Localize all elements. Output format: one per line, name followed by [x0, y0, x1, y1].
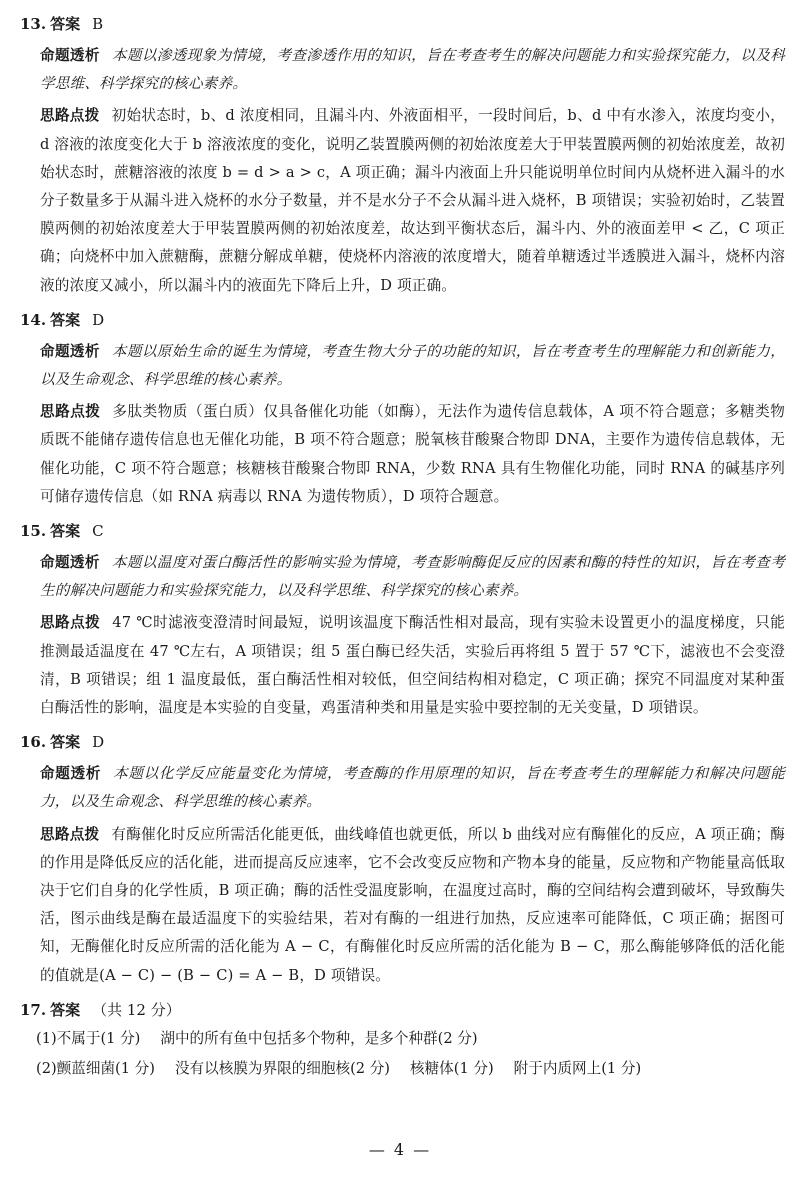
q16-analysis-label: 命题透析 — [40, 765, 102, 783]
q15-tips — [20, 609, 785, 722]
q17-line1-part: 湖中的所有鱼中包括多个物种，是多个种群(2 分) — [160, 1029, 478, 1047]
q13-analysis-text: 本题以渗透现象为情境，考查渗透作用的知识，旨在考查考生的解决问题能力和实验探究能力，以及科学思维、科学探究的核心素养。 — [40, 47, 785, 93]
q17-total: （共 12 分） — [92, 1000, 181, 1019]
answer-page — [20, 10, 785, 1084]
q14-answer-label: 答案 — [50, 310, 81, 329]
q14-tips-text: 多肽类物质（蛋白质）仅具备催化功能（如酶），无法作为遗传信息载体，A 项不符合题意；多糖类物质既不能储存遗传信息也无催化功能，B 项不符合题意；脱氧核苷酸聚合物即 DNA，主要作为遗传信息载体，无催化功能，C 项不符合题意；核糖核苷酸聚合物即 RNA，少数 RNA 具有生物催化功能，同时 RNA 的碱基序列可储存遗传信息（如 RNA 病毒以 RNA 为遗传物质），D 项符合题意。 — [40, 403, 785, 505]
q14-number: 14. — [20, 310, 47, 329]
q15-answer-label: 答案 — [50, 522, 81, 541]
q13-analysis-label: 命题透析 — [40, 47, 100, 64]
q17-line2-part: 没有以核膜为界限的细胞核(2 分) — [174, 1059, 390, 1077]
q17-header — [20, 996, 785, 1024]
q13-tips-label: 思路点拨 — [40, 107, 100, 125]
q17-number: 17. — [20, 1000, 47, 1019]
q15-header — [20, 517, 785, 545]
q13-number: 13. — [20, 15, 47, 33]
q13-header — [20, 10, 785, 38]
q15-tips-label: 思路点拨 — [40, 614, 101, 632]
q17-line-2 — [20, 1054, 785, 1084]
q14-answer: D — [92, 310, 105, 329]
q16-answer-label: 答案 — [50, 733, 81, 752]
q14-analysis — [20, 338, 785, 394]
q16-tips-label: 思路点拨 — [40, 825, 100, 843]
q17-line2-part: 附于内质网上(1 分) — [513, 1059, 642, 1077]
q13-answer-label: 答案 — [50, 15, 81, 33]
q15-analysis — [20, 549, 785, 605]
q16-answer: D — [92, 733, 105, 752]
q14-header — [20, 306, 785, 334]
q16-header — [20, 728, 785, 756]
q14-analysis-text: 本题以原始生命的诞生为情境，考查生物大分子的功能的知识，旨在考查考生的理解能力和创新能力，以及生命观念、科学思维的核心素养。 — [40, 342, 785, 389]
q13-tips — [20, 102, 785, 299]
q14-analysis-label: 命题透析 — [40, 342, 100, 360]
q17-line1-part: (1)不属于(1 分) — [36, 1029, 141, 1047]
q14-tips-label: 思路点拨 — [40, 403, 101, 421]
q17-line2-part: 核糖体(1 分) — [409, 1059, 494, 1077]
q16-tips-text: 有酶催化时反应所需活化能更低，曲线峰值也就更低，所以 b 曲线对应有酶催化的反应，A 项正确；酶的作用是降低反应的活化能，进而提高反应速率，它不会改变反应物和产物本身的能量，反应物和产物能量高低取决于它们自身的化学性质，B 项正确；酶的活性受温度影响，在温度过高时，酶的空间结构会遭到破坏，导致酶失活，图示曲线是酶在最适温度下的实验结果，若对有酶的一组进行加热，反应速率可能降低，C 项正确；据图可知，无酶催化时反应所需的活化能为 A − C，有酶催化时反应所需的活化能为 B − C，那么酶能够降低的活化能的值就是(A − C) − (B − C) = A − B，D 项错误。 — [40, 825, 785, 984]
q15-tips-text: 47 ℃时滤液变澄清时间最短，说明该温度下酶活性相对最高，现有实验未设置更小的温度梯度，只能推测最适温度在 47 ℃左右，A 项错误；组 5 蛋白酶已经失活，实验后再将组 5 置于 57 ℃下，滤液也不会变澄清，B 项错误；组 1 温度最低，蛋白酶活性相对较低，但空间结构相对稳定，C 项正确；探究不同温度对某种蛋白酶活性的影响，温度是本实验的自变量，鸡蛋清种类和用量是实验中要控制的无关变量，D 项错误。 — [40, 614, 785, 717]
q15-answer: C — [92, 522, 104, 541]
q15-analysis-text: 本题以温度对蛋白酶活性的影响实验为情境，考查影响酶促反应的因素和酶的特性的知识，旨在考查考生的解决问题能力和实验探究能力，以及科学思维、科学探究的核心素养。 — [40, 554, 785, 600]
q15-analysis-label: 命题透析 — [40, 554, 100, 572]
q14-tips — [20, 398, 785, 511]
q13-analysis — [20, 42, 785, 98]
q17-line2-part: (2)颤蓝细菌(1 分) — [36, 1059, 155, 1077]
q16-number: 16. — [20, 733, 47, 752]
q15-number: 15. — [20, 522, 47, 541]
page-number: — 4 — — [368, 1140, 432, 1159]
q16-tips — [20, 821, 785, 990]
q13-answer: B — [92, 15, 104, 33]
q17-answer-label: 答案 — [50, 1000, 81, 1019]
q13-tips-text: 初始状态时，b、d 浓度相同，且漏斗内、外液面相平，一段时间后，b、d 中有水渗入，浓度均变小，d 溶液的浓度变化大于 b 溶液浓度的变化，说明乙装置膜两侧的初始浓度差大于甲装置膜两侧的初始浓度差，故初始状态时，蔗糖溶液的浓度 b = d > a > c，A 项正确；漏斗内液面上升只能说明单位时间内从烧杯进入漏斗的水分子数量多于从漏斗进入烧杯的水分子数量，并不是水分子不会从漏斗进入烧杯，B 项错误；实验初始时，乙装置膜两侧的初始浓度差大于甲装置膜两侧的初始浓度差，故达到平衡状态后，漏斗内、外的液面差甲 < 乙，C 项正确；向烧杯中加入蔗糖酶，蔗糖分解成单糖，使烧杯内溶液的浓度增大，随着单糖透过半透膜进入漏斗，烧杯内溶液的浓度又减小，所以漏斗内的液面先下降后上升，D 项正确。 — [40, 107, 785, 294]
q17-line-1 — [20, 1024, 785, 1054]
q16-analysis-text: 本题以化学反应能量变化为情境，考查酶的作用原理的知识，旨在考查考生的理解能力和解决问题能力，以及生命观念、科学思维的核心素养。 — [40, 765, 785, 811]
q16-analysis — [20, 760, 785, 816]
